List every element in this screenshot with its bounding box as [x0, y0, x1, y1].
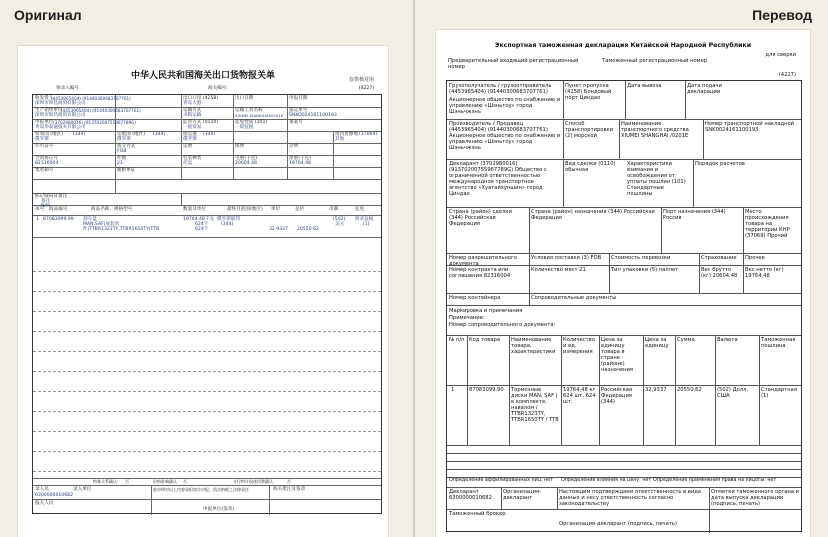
ru-declarant-entry: Декларант 6300000010682	[449, 489, 492, 501]
ru-item-dest: Российская Федерация (344)	[601, 387, 633, 405]
ru-item-qty: 19764,48 кг 624 шт. 624 шт.	[563, 387, 596, 405]
ru-item-h-no: № п/п	[449, 337, 465, 343]
item-total: 20550.62	[297, 227, 319, 232]
ru-item-h-curr: Валюта	[717, 337, 738, 343]
ru-item-code: 87083099.90	[469, 387, 504, 393]
ru-affiliation: Определение аффилированных лиц: нет	[449, 478, 554, 483]
trade-country-label: 贸易国 (地区)	[35, 132, 64, 137]
item-h-dest: 最终目的国(地区)	[227, 207, 263, 212]
packing-label: 包装种类	[183, 156, 202, 161]
declaration-text: 兹申明对以上内容承担如实申报、依法纳税之法律责任	[153, 487, 249, 492]
pre-entry-label: 预录入编号：	[56, 86, 84, 91]
item-dest: 俄罗斯联邦	[217, 217, 240, 222]
ru-item-h-price: Цена за единицу	[645, 337, 669, 349]
item-h-curr: 币制	[329, 207, 339, 212]
ru-license: Номер разрешительного документа	[449, 255, 518, 267]
item-qty1: 19764.48千克	[183, 217, 215, 222]
contract-label: 合同协议号	[35, 156, 58, 161]
declarer-label: 报关人员	[35, 501, 54, 506]
ru-settlement: Порядок расчетов	[695, 161, 745, 167]
item-h-qty: 数量及单位	[183, 207, 206, 212]
ru-broker: Таможенный брокер	[449, 511, 506, 517]
item-no: 1	[36, 217, 39, 222]
producer-code: (4453965404) (91440300683707761)	[61, 108, 141, 113]
container-label: 集装箱号	[35, 168, 54, 173]
exit-date-label: 出口日期	[235, 96, 254, 101]
ru-deal-type: Вид сделки (0110) обычная	[565, 161, 616, 173]
ru-decl-date: Дата подачи декларации	[687, 83, 722, 95]
ru-packing: Тип упаковки (5) паллет	[611, 267, 679, 273]
ru-container: Номер контейнера	[449, 295, 501, 301]
item-h-total: 总价	[295, 207, 305, 212]
translation-label: Перевод	[752, 7, 812, 23]
original-code: (4227)	[358, 86, 374, 91]
terms: FOB	[117, 149, 127, 154]
ru-bl: Номер транспортной накладной SNK0024161100193	[705, 121, 795, 133]
gross-label: 毛重(千克)	[235, 156, 257, 161]
bl-label: 提运单号	[289, 108, 308, 113]
ru-freight: Стоимость перевозки	[611, 255, 671, 261]
consignor-name: 深圳市和昌商贸有限公司	[35, 101, 86, 106]
levy-label: 征免性质 (101)	[235, 120, 268, 125]
ru-item-h-levy: Таможенная пошлина	[761, 337, 796, 349]
entry-label: 录入员	[35, 487, 49, 492]
terms-label: 成交方式	[117, 144, 136, 149]
special-relation-label: 特殊关系确认：	[93, 479, 121, 484]
panel-divider	[413, 0, 415, 537]
net-label: 净重(千克)	[289, 156, 311, 161]
declarant-name: 青岛华泰通报关有限公司	[35, 125, 86, 130]
ru-net: Вес нетто (кг) 19764,48	[745, 267, 784, 279]
ru-item-currency: (502) Долл. США	[717, 387, 749, 399]
insurance-label: 保费	[235, 144, 245, 149]
dest-country-label: 运抵国 (地区)	[117, 132, 146, 137]
ru-item-h-code: Код товара	[469, 337, 500, 343]
item-qty3: 624个	[195, 227, 209, 232]
ru-item-levy: Стандартная (1)	[761, 387, 797, 399]
ru-price-effect: Определение влияния на цену: нет	[561, 478, 652, 483]
customs-remarks-label: 海关批注及签章	[273, 487, 306, 492]
dest-country: 俄罗斯	[117, 137, 131, 142]
gross: 20604.48	[235, 161, 257, 166]
transport-mode-label: 运输方式	[183, 108, 202, 113]
vehicle-name: XIUMEI SHANGHAI/0201E	[235, 113, 284, 118]
levy: 一般征税	[235, 125, 254, 130]
translation-title: Экспортная таможенная декларация Китайской Народной Республики	[494, 42, 752, 49]
item-spec2: 件|TTBR1323TY,TTBR1650TY|TTB	[83, 227, 160, 232]
price-effect-label: 价格影响确认：	[153, 479, 181, 484]
price-effect-value: 否	[183, 479, 187, 484]
port-code: (344)	[203, 132, 216, 137]
ru-terms: Условия поставки (3) FOB	[531, 255, 602, 261]
pieces-label: 件数	[117, 156, 127, 161]
ru-item-h-dest: Цена за единицу товара в стране (районе) назначения	[601, 337, 634, 373]
customs-no-ru: Таможенный регистрационный номер	[602, 58, 708, 64]
ru-consignor: Грузополучатель / грузоотправитель (4453965404) (91440300683707761)	[449, 83, 552, 95]
consignor-code: (4453965404) (91440300683707761)	[51, 96, 131, 101]
ru-note: Примечание:	[449, 315, 485, 321]
ru-insurance: Страхование	[701, 255, 737, 261]
ru-consignor-name: Акционерное общество по снабжению и управлению «Шэньтоу» город Шэньчжэнь	[449, 97, 561, 115]
translation-panel-header	[415, 0, 828, 30]
item-levy: 照章征税	[355, 217, 374, 222]
ru-item-price: 32,9337	[645, 387, 667, 393]
marks-nm: N/M	[41, 204, 50, 209]
marks-label: 标记唛码及备注	[35, 194, 68, 199]
ru-accomp: Номер сопроводительного документа:	[449, 322, 556, 328]
domestic-code: (37069)	[359, 132, 378, 137]
vehicle-label: 运输工具名称	[235, 108, 263, 113]
marks: 备注：	[41, 199, 55, 204]
original-table	[32, 94, 382, 514]
pieces: 21	[117, 161, 123, 166]
item-qty2: 624个	[195, 222, 209, 227]
ru-royalty: Определение применения права на лицогы: нет	[653, 478, 777, 483]
ru-item-h-total: Сумма	[677, 337, 695, 343]
entry-number: 6300000010682	[35, 493, 73, 498]
item-spec1: MAN,SAF|成套的	[83, 222, 120, 227]
packing: 托盘	[183, 161, 193, 166]
translation-table	[446, 80, 802, 532]
transport-mode: 水路运输	[183, 113, 202, 118]
ru-port: Порт назначения (344) Россия	[663, 209, 726, 221]
ru-contract: Номер контракта или соглашения 82316004	[449, 267, 511, 279]
port-label: 指运港	[183, 132, 197, 137]
original-document	[18, 46, 388, 537]
bl-number: SNKO024161100193	[289, 113, 337, 118]
translation-document	[436, 30, 810, 537]
original-note: 仅供核对用	[348, 77, 374, 83]
ru-transport-mode: Способ транспортировки (2) морской	[565, 121, 614, 139]
docs-label: 随附单证	[117, 168, 136, 173]
declarant-code: (3702980016) (91370200755967789G)	[53, 120, 137, 125]
ru-producer: Производитель / Продавец (4453965404) (91440300683707761) Акционерное общество по снабжению и управлению «Шэньтоу» город Шэньчжэнь	[449, 121, 561, 151]
ru-item-no: 1	[451, 387, 455, 393]
supervision-label: 监管方式 (0110)	[183, 120, 219, 125]
item-currency: 美元	[335, 222, 345, 227]
item-h-price: 单价	[271, 207, 281, 212]
ru-item-name: Тормозные диски MAN, SAF | в комплекте, навалом / TTBR1323TY, TTBR1650TY / TTB	[511, 387, 559, 423]
item-h-name: 商品名称、规格型号	[91, 207, 133, 212]
net: 19764.48	[289, 161, 311, 166]
contract: 82316004	[35, 161, 59, 166]
declarant-label: 申报单位	[35, 120, 54, 125]
ru-exit-date: Дата вывоза	[627, 83, 662, 89]
item-currency-code: (502)	[333, 217, 346, 222]
special-relation-value: 否	[125, 479, 129, 484]
ru-customs-remarks: Отметки таможенного органа и дата выпуска декларации (подпись, печать)	[711, 489, 800, 507]
original-panel-header	[0, 0, 413, 30]
item-levy-code: (1)	[363, 222, 370, 227]
producer-name: 深圳市和昌商贸有限公司	[35, 113, 86, 118]
domestic-label: 境内货源地	[335, 132, 358, 137]
ru-item-h-name: Наименование товара, характеристики	[511, 337, 556, 355]
ru-declaration-text: Настоящим подтверждаем ответственность в виде данных и несу ответственность согласно законодательству	[559, 489, 702, 507]
item-code: 87083099.99	[43, 217, 74, 222]
ru-domestic-origin: Место происхождения товара на территории КНР (37069) Прочий	[745, 209, 790, 239]
ru-marks: Маркировка и примечания	[449, 308, 523, 314]
ru-declarant-org: Организация-декларант	[503, 489, 541, 501]
stamp-label: 申报单位(签章)	[203, 507, 235, 512]
ru-pieces: Количество мест 21	[531, 267, 586, 273]
item-name: 刹车盘	[83, 217, 97, 222]
ru-declarant: Декларант (3702980016) (91370200755967789G) Общество с ограниченной ответственностью международное транспортное агентство «Хуатайхуншин» город Циндао	[449, 161, 547, 197]
ru-org-sign: Организация-декларант (подпись, печать)	[559, 521, 677, 527]
ru-docs: Сопроводительные документы	[531, 295, 617, 301]
customs-no-label: 海关编号：	[208, 86, 231, 91]
producer-label: 生产销售单位	[35, 108, 63, 113]
decl-date-label: 申报日期	[289, 96, 308, 101]
exit-port-label: 出口口岸 (4258)	[183, 96, 219, 101]
record-label: 备案号	[289, 120, 303, 125]
ru-gross: Вес брутто (кг) 20604,48	[701, 267, 738, 279]
translation-subtitle: для сверки	[765, 52, 796, 58]
pre-entry-ru: Предварительный входящий регистрационный номер	[448, 58, 579, 70]
item-price: 32.9337	[269, 227, 288, 232]
item-h-levy: 征免	[355, 207, 365, 212]
ru-levy: Характеристики взимания и освобождения от уплаты пошлин (101) Стандартные пошлины	[627, 161, 686, 197]
dest-country-code: (344)	[153, 132, 166, 137]
ru-vehicle: Наименование транспортного средства XIUMEI SHANGHAI /0201E	[621, 121, 689, 139]
misc-label: 杂费	[289, 144, 299, 149]
supervision: 一般贸易	[183, 125, 202, 130]
freight-label: 运费	[183, 144, 193, 149]
ru-trade-country: Страна (район) сделки (344) Российская Федерация	[449, 209, 512, 227]
royalty-label: 支付特许权使用费确认：	[233, 479, 277, 484]
exit-port: 青岛大港	[183, 101, 202, 106]
item-h-no: 项号	[35, 207, 45, 212]
license-label: 许可证号	[35, 144, 54, 149]
entry-org-label: 录入单位	[73, 487, 92, 492]
consignor-label: 收发货人	[35, 96, 54, 101]
ru-dest-country: Страна (район) назначения (344) Российская Федерация	[531, 209, 655, 221]
item-dest-code: (344)	[221, 222, 234, 227]
ru-item-h-qty: Количество и ед. измерения	[563, 337, 595, 355]
royalty-value: 否	[287, 479, 291, 484]
ru-item-total: 20550,62	[677, 387, 702, 393]
item-h-code: 商品编号	[49, 207, 68, 212]
port: 俄罗斯	[183, 137, 197, 142]
domestic: 其他	[335, 137, 345, 142]
trade-country-code: (344)	[73, 132, 86, 137]
original-label: Оригинал	[14, 7, 82, 23]
translation-code: (4227)	[778, 72, 796, 78]
trade-country: 俄罗斯	[35, 137, 49, 142]
original-title: 中华人民共和国海关出口货物报关单	[130, 71, 275, 81]
ru-exit-port: Пункт пропуска (4258) Бондовый порт Циндао	[565, 83, 612, 101]
ru-misc: Прочее	[745, 255, 765, 261]
